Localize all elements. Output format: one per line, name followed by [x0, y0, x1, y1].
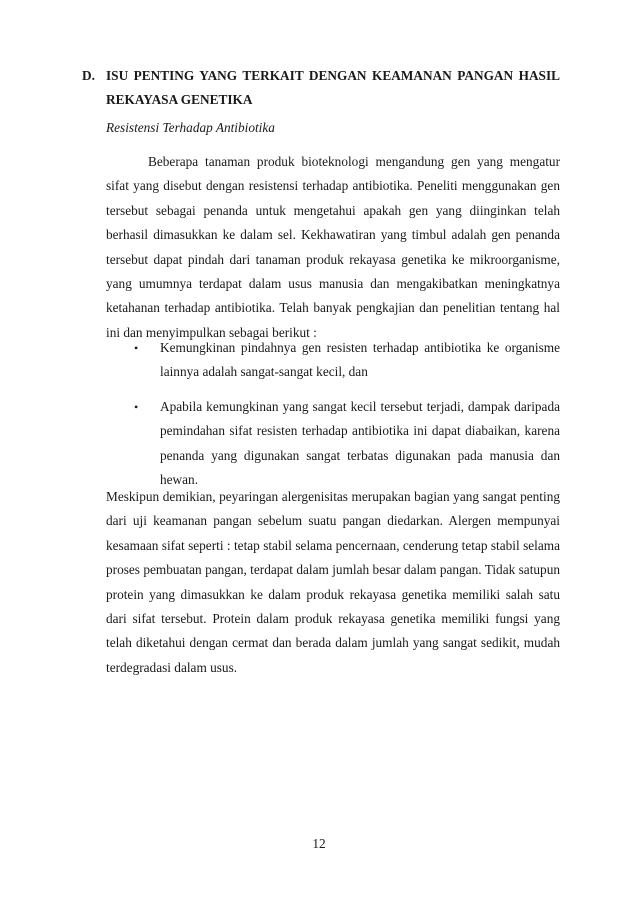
bullet-icon: •	[134, 341, 139, 355]
section-heading	[82, 64, 560, 112]
section-title: ISU PENTING YANG TERKAIT DENGAN KEAMANAN PANGAN HASIL REKAYASA GENETIKA	[106, 68, 560, 107]
list-item	[106, 336, 560, 385]
subsection-title: Resistensi Terhadap Antibiotika	[106, 120, 275, 135]
bullet-text: Kemungkinan pindahnya gen resisten terhadap antibiotika ke organisme lainnya adalah sangat-sangat kecil, dan	[160, 340, 560, 380]
list-item	[106, 395, 560, 493]
paragraph-intro: Beberapa tanaman produk bioteknologi mengandung gen yang mengatur sifat yang disebut dengan resistensi terhadap antibiotika. Peneliti menggunakan gen tersebut sebagai penanda untuk mengetahui apakah gen yang diinginkan telah berhasil dimasukkan ke dalam sel. Kekhawatiran yang timbul adalah gen penanda tersebut dapat pindah dari tanaman produk rekayasa genetika ke mikroorganisme, yang umumnya terdapat dalam usus manusia dan mengakibatkan meningkatnya ketahanan terhadap antibiotika. Telah banyak pengkajian dan penelitian tentang hal ini dan menyimpulkan sebagai berikut :	[106, 154, 560, 340]
bullet-text: Apabila kemungkinan yang sangat kecil tersebut terjadi, dampak daripada pemindahan sifat resisten terhadap antibiotika ini dapat diabaikan, karena penanda yang digunakan sangat terbatas digunakan pada manusia dan hewan.	[160, 398, 560, 488]
bullet-icon: •	[134, 399, 139, 414]
page-number: 12	[312, 836, 326, 851]
paragraph-allergen: Meskipun demikian, peyaringan alergenisitas merupakan bagian yang sangat penting dari uji keamanan pangan sebelum suatu pangan diedarkan. Alergen mempunyai kesamaan sifat seperti : tetap stabil selama pencernaan, cenderung tetap stabil selama proses pembuatan pangan, terdapat dalam jumlah besar dalam pangan. Tidak satupun protein yang dimasukkan ke dalam produk rekayasa genetika memiliki salah satu dari sifat tersebut. Protein dalam produk rekayasa genetika memiliki fungsi yang telah diketahui dengan cermat dan berada dalam jumlah yang sangat sedikit, mudah terdegradasi dalam usus.	[106, 489, 560, 675]
section-letter: D.	[82, 68, 95, 83]
bullet-list	[106, 336, 560, 502]
